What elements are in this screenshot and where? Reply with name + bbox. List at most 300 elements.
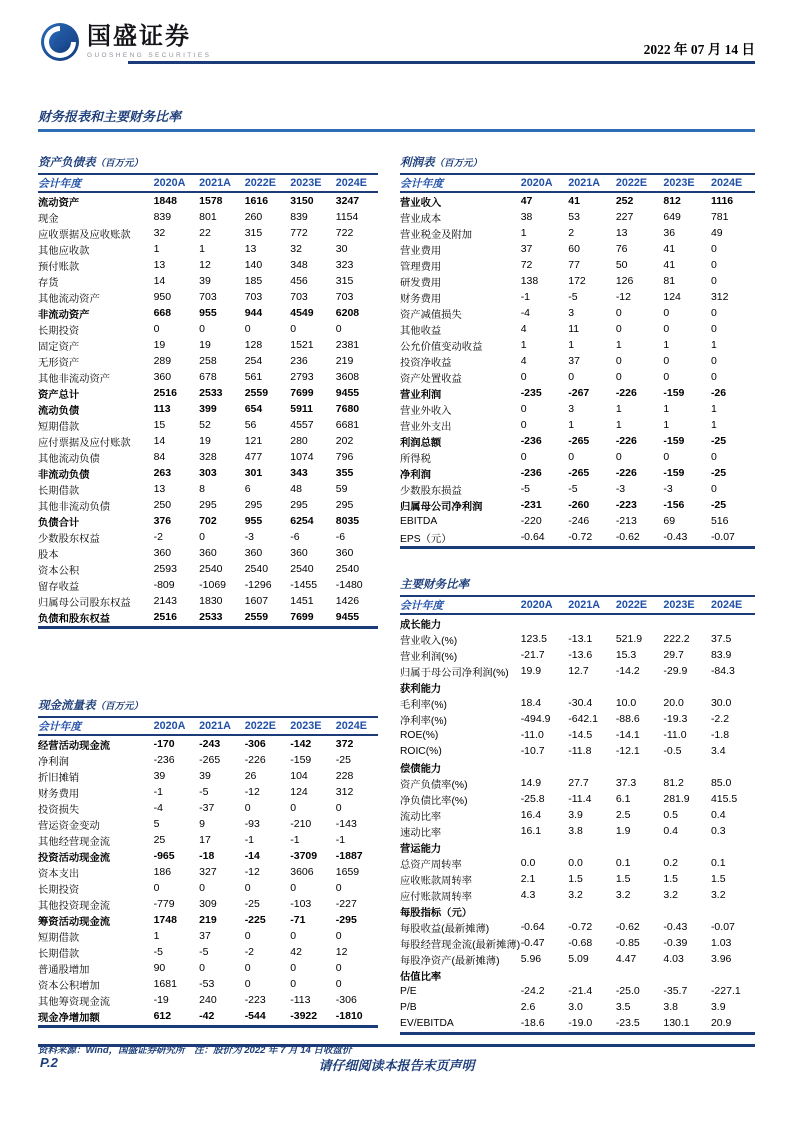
cell-value: 26 (244, 770, 257, 782)
cell-value: -3 (663, 483, 673, 495)
row-label: 存货 (38, 277, 59, 289)
cell-value: 312 (710, 291, 729, 303)
cell-value: -0.85 (615, 937, 640, 949)
cell-value: 81 (663, 275, 676, 287)
cell-value: -2 (244, 946, 255, 958)
cell-value: -19.3 (663, 713, 688, 725)
cell-value: -260 (568, 499, 590, 511)
cell-value: 202 (335, 435, 354, 447)
table-row (400, 743, 755, 759)
cell-value: -14.5 (568, 729, 593, 741)
cell-value: 124 (290, 786, 308, 798)
table-row (38, 369, 378, 385)
table-name: 现金流量表 (38, 700, 96, 712)
cell-value: -170 (153, 738, 175, 750)
cell-value: -25 (710, 467, 727, 479)
cell-value: 41 (568, 195, 580, 207)
cell-value: -18 (199, 850, 215, 862)
row-label: 长期借款 (38, 485, 80, 497)
section-row (400, 615, 755, 631)
section-row (400, 903, 755, 919)
row-label: 长期投资 (38, 325, 80, 337)
cell-value: -5 (153, 946, 163, 958)
cell-value: 0 (520, 403, 527, 415)
cell-value: 6254 (290, 515, 314, 527)
cell-value: -809 (153, 579, 175, 591)
cell-value: 85.0 (710, 777, 732, 789)
cell-value: 1748 (153, 914, 177, 926)
cell-value: 2516 (153, 611, 177, 623)
table-row (38, 353, 378, 369)
cell-value: 0.0 (520, 857, 536, 869)
cell-value: -223 (615, 499, 637, 511)
cell-value: 3 (568, 307, 575, 319)
cell-value: 2793 (290, 371, 314, 383)
table-row (400, 225, 755, 241)
cell-value: -1 (153, 786, 163, 798)
row-label: 总资产周转率 (400, 859, 462, 871)
table-row (400, 321, 755, 337)
cell-value: -265 (199, 754, 221, 766)
table-header-row (400, 597, 755, 615)
cell-value: 6208 (335, 307, 360, 319)
row-label: 其他非流动负债 (38, 501, 111, 513)
row-label: 每股净资产(最新摊薄) (400, 955, 500, 967)
cell-value: 0 (153, 882, 160, 894)
cell-value: 0 (615, 355, 622, 367)
table-row (38, 816, 378, 832)
row-label: 长期借款 (38, 948, 80, 960)
cell-value: 4 (520, 323, 527, 335)
row-label: 资产减值损失 (400, 309, 462, 321)
cell-value: 323 (335, 259, 354, 271)
cell-value: 1074 (290, 451, 314, 463)
table-row (38, 736, 378, 752)
row-label: 负债和股东权益 (38, 613, 111, 625)
table-row (400, 807, 755, 823)
table-row (400, 353, 755, 369)
column-header-label: 会计年度 (400, 177, 444, 190)
row-label: 归属于母公司净利润(%) (400, 667, 509, 679)
cell-value: 128 (244, 339, 263, 351)
cell-value: 703 (244, 291, 263, 303)
cell-value: -642.1 (568, 713, 599, 725)
cell-value: -226 (244, 754, 266, 766)
cell-value: 0 (335, 978, 342, 990)
cell-value: 19.9 (520, 665, 542, 677)
cell-value: 1521 (290, 339, 314, 351)
cell-value: -6 (290, 531, 300, 543)
row-label: 留存收益 (38, 581, 80, 593)
cell-value: 521.9 (615, 633, 643, 645)
cell-value: 4549 (290, 307, 314, 319)
cell-value: -235 (520, 387, 542, 399)
cell-value: 15 (153, 419, 166, 431)
row-label: 营业利润(%) (400, 651, 458, 663)
cell-value: -225 (244, 914, 266, 926)
cell-value: 2540 (290, 563, 314, 575)
cell-value: -12 (244, 786, 260, 798)
year-column-header: 2021A (568, 599, 601, 611)
row-label: 毛利率(%) (400, 699, 447, 711)
cell-value: 2.6 (520, 1001, 536, 1013)
cell-value: 2559 (244, 611, 269, 623)
table-row (38, 273, 378, 289)
table-row (400, 465, 755, 481)
table-row (38, 257, 378, 273)
cell-value: 19 (199, 339, 211, 351)
cell-value: 1607 (244, 595, 269, 607)
table-row (38, 337, 378, 353)
cell-value: 0.3 (710, 825, 726, 837)
cell-value: -113 (290, 994, 311, 1006)
cell-value: 113 (153, 403, 171, 415)
cell-value: 60 (568, 243, 580, 255)
cell-value: 48 (290, 483, 302, 495)
table-title (400, 156, 755, 175)
table-row (400, 999, 755, 1015)
cell-value: -306 (244, 738, 266, 750)
table-row (38, 752, 378, 768)
cell-value: -0.43 (663, 921, 688, 933)
table-row (400, 775, 755, 791)
cell-value: 0 (290, 802, 297, 814)
cell-value: 258 (199, 355, 217, 367)
row-label: 每股指标（元） (400, 907, 473, 919)
cell-value: 19 (199, 435, 211, 447)
cell-value: -5 (568, 483, 578, 495)
cell-value: 0 (290, 962, 297, 974)
table-row (400, 289, 755, 305)
cell-value: 25 (153, 834, 166, 846)
cell-value: 20.9 (710, 1017, 732, 1029)
year-column-header: 2022E (615, 177, 648, 189)
cell-value: 477 (244, 451, 263, 463)
row-label: 资产总计 (38, 389, 80, 401)
cell-value: 312 (335, 786, 354, 798)
cell-value: 1 (568, 339, 575, 351)
cell-value: -1455 (290, 579, 318, 591)
cell-value: 236 (290, 355, 308, 367)
cell-value: -3 (615, 483, 626, 495)
cell-value: -29.9 (663, 665, 688, 677)
cell-value: 2381 (335, 339, 360, 351)
cell-value: 228 (335, 770, 354, 782)
year-column-header: 2024E (710, 177, 743, 189)
cell-value: 18.4 (520, 697, 542, 709)
table-row (38, 321, 378, 337)
cell-value: -1 (520, 291, 531, 303)
table-header-row (400, 175, 755, 193)
table-row (400, 369, 755, 385)
table-row (38, 992, 378, 1008)
column-header-label: 会计年度 (38, 177, 82, 190)
row-label: 短期借款 (38, 421, 80, 433)
table-row (38, 529, 378, 545)
table-row (38, 864, 378, 880)
cell-value: 37 (520, 243, 533, 255)
table-row (400, 711, 755, 727)
cell-value: 3.5 (615, 1001, 631, 1013)
row-label: 归属母公司股东权益 (38, 597, 131, 609)
cell-value: 6.1 (615, 793, 631, 805)
cell-value: -156 (663, 499, 685, 511)
row-label: 营运资金变动 (38, 820, 100, 832)
cell-value: 5911 (290, 403, 314, 415)
report-date: 2022 年 07 月 14 日 (643, 42, 755, 57)
cell-value: 219 (199, 914, 217, 926)
row-label: 每股经营现金流(最新摊薄) (400, 939, 521, 951)
cell-value: -2.2 (710, 713, 730, 725)
cell-value: -213 (615, 515, 637, 527)
cell-value: 0 (710, 243, 717, 255)
row-label: 其他非流动资产 (38, 373, 111, 385)
cell-value: 76 (615, 243, 628, 255)
cell-value: -0.07 (710, 921, 735, 933)
cell-value: 7699 (290, 611, 314, 623)
cell-value: -142 (290, 738, 312, 750)
cell-value: 722 (335, 227, 354, 239)
cell-value: 254 (244, 355, 263, 367)
cell-value: 7680 (335, 403, 360, 415)
table-unit: （百万元） (434, 158, 483, 169)
cell-value: 0 (335, 962, 342, 974)
table-row (38, 289, 378, 305)
cell-value: 0 (199, 323, 205, 335)
cell-value: 83.9 (710, 649, 732, 661)
cell-value: 1426 (335, 595, 360, 607)
cell-value: 0 (710, 483, 717, 495)
cell-value: -226 (615, 467, 637, 479)
cell-value: -6 (335, 531, 346, 543)
table-row (400, 631, 755, 647)
cell-value: 6 (244, 483, 251, 495)
cell-value: 812 (663, 195, 681, 207)
cell-value: 53 (568, 211, 580, 223)
row-label: 资产处置收益 (400, 373, 462, 385)
cell-value: 4 (520, 355, 527, 367)
cell-value: 0 (199, 882, 205, 894)
cell-value: 2143 (153, 595, 177, 607)
year-column-header: 2022E (615, 599, 648, 611)
row-label: 投资净收益 (400, 357, 452, 369)
cell-value: 1 (520, 339, 527, 351)
cell-value: 2559 (244, 387, 269, 399)
cell-value: 3.0 (568, 1001, 583, 1013)
cell-value: 39 (153, 770, 166, 782)
cell-value: 27.7 (568, 777, 589, 789)
year-column-header: 2023E (290, 177, 322, 189)
cell-value: -21.4 (568, 985, 593, 997)
cell-value: 360 (244, 547, 263, 559)
table-row (400, 337, 755, 353)
cell-value: 295 (199, 499, 217, 511)
row-label: 负债合计 (38, 517, 80, 529)
cell-value: 2540 (335, 563, 360, 575)
cell-value: -11.4 (568, 793, 592, 805)
guosheng-logo-icon (40, 22, 80, 62)
cell-value: 612 (153, 1010, 172, 1022)
cell-value: -88.6 (615, 713, 640, 725)
row-label: 少数股东权益 (38, 533, 100, 545)
cell-value: -227.1 (710, 985, 741, 997)
cell-value: 944 (244, 307, 263, 319)
cell-value: 955 (244, 515, 263, 527)
row-label: 利润总额 (400, 437, 442, 449)
cell-value: 59 (335, 483, 348, 495)
cell-value: -13.6 (568, 649, 593, 661)
table-row (400, 401, 755, 417)
cell-value: 3606 (290, 866, 314, 878)
cell-value: 0 (520, 451, 527, 463)
row-label: 偿债能力 (400, 763, 442, 775)
cell-value: -19.0 (568, 1017, 593, 1029)
cell-value: 7699 (290, 387, 314, 399)
cell-value: 5.96 (520, 953, 542, 965)
cell-value: 41 (663, 259, 676, 271)
cell-value: 295 (290, 499, 308, 511)
cell-value: 52 (199, 419, 211, 431)
row-label: 其他应收款 (38, 245, 90, 257)
cell-value: 47 (520, 195, 533, 207)
cell-value: -0.64 (520, 921, 545, 933)
row-label: P/B (400, 1001, 417, 1013)
row-label: 财务费用 (400, 293, 442, 305)
cell-value: 5.09 (568, 953, 589, 965)
table-unit: （百万元） (95, 701, 144, 712)
cell-value: 1 (153, 243, 160, 255)
cell-value: 4557 (290, 419, 314, 431)
cell-value: 0 (663, 371, 670, 383)
cell-value: -11.8 (568, 745, 592, 757)
cell-value: -11.0 (663, 729, 687, 741)
cell-value: 3.9 (710, 1001, 726, 1013)
cell-value: 138 (520, 275, 539, 287)
cell-value: 1.5 (663, 873, 678, 885)
cell-value: 81.2 (663, 777, 684, 789)
cell-value: 90 (153, 962, 166, 974)
cell-value: -544 (244, 1010, 266, 1022)
cell-value: 950 (153, 291, 172, 303)
section-row (400, 967, 755, 983)
table-header-row (38, 718, 378, 736)
year-column-header: 2020A (520, 177, 553, 189)
table-row (400, 935, 755, 951)
cell-value: 15.3 (615, 649, 637, 661)
cell-value: 124 (663, 291, 681, 303)
cell-value: 13 (244, 243, 257, 255)
row-label: 应收账款周转率 (400, 875, 473, 887)
cell-value: -1296 (244, 579, 272, 591)
row-label: EPS（元） (400, 533, 452, 545)
cell-value: 32 (290, 243, 302, 255)
cell-value: 289 (153, 355, 172, 367)
cell-value: 801 (199, 211, 217, 223)
cell-value: 772 (290, 227, 308, 239)
row-label: 其他筹资现金流 (38, 996, 111, 1008)
table-name: 利润表 (400, 157, 435, 169)
cell-value: -21.7 (520, 649, 545, 661)
table-row (400, 887, 755, 903)
row-label: 成长能力 (400, 619, 442, 631)
table-row (400, 983, 755, 999)
cell-value: -265 (568, 435, 590, 447)
cell-value: -231 (520, 499, 542, 511)
cell-value: -5 (199, 946, 209, 958)
row-label: 营运能力 (400, 843, 442, 855)
cell-value: -267 (568, 387, 590, 399)
cell-value: 49 (710, 227, 723, 239)
row-label: ROE(%) (400, 729, 439, 741)
cell-value: 17 (199, 834, 211, 846)
cell-value: 0 (199, 531, 205, 543)
cell-value: 37 (568, 355, 580, 367)
cell-value: 796 (335, 451, 354, 463)
cell-value: 1 (710, 403, 717, 415)
cell-value: 372 (335, 738, 354, 750)
cell-value: 0 (244, 930, 251, 942)
cell-value: 0 (244, 802, 251, 814)
balance-sheet-table (38, 156, 378, 629)
row-label: 普通股增加 (38, 964, 90, 976)
table-row (400, 193, 755, 209)
cell-value: 1 (615, 403, 622, 415)
cell-value: 172 (568, 275, 586, 287)
cell-value: -14.2 (615, 665, 640, 677)
cell-value: 0 (520, 371, 527, 383)
cell-value: 260 (244, 211, 263, 223)
cell-value: 1.03 (710, 937, 732, 949)
table-row (400, 257, 755, 273)
row-label: 现金净增加额 (38, 1012, 100, 1024)
table-row (400, 791, 755, 807)
cell-value: -159 (663, 467, 685, 479)
row-label: 营业成本 (400, 213, 442, 225)
row-label: 营业税金及附加 (400, 229, 473, 241)
cell-value: -0.62 (615, 531, 640, 543)
cell-value: -0.72 (568, 921, 593, 933)
cell-value: 3.8 (663, 1001, 678, 1013)
row-label: 净利率(%) (400, 715, 447, 727)
cell-value: 0 (244, 882, 251, 894)
year-column-header: 2022E (244, 720, 276, 732)
cell-value: 22 (199, 227, 211, 239)
cell-value: 8035 (335, 515, 360, 527)
cell-value: 1.9 (615, 825, 631, 837)
table-row (38, 1008, 378, 1024)
row-label: 经营活动现金流 (38, 740, 111, 752)
cell-value: -236 (520, 435, 542, 447)
cell-value: 0 (335, 323, 342, 335)
cell-value: 0 (290, 978, 297, 990)
row-label: 净利润 (38, 756, 69, 768)
row-label: 净利润 (400, 469, 431, 481)
cell-value: -93 (244, 818, 260, 830)
cell-value: 77 (568, 259, 580, 271)
cell-value: 219 (335, 355, 354, 367)
cell-value: -12 (615, 291, 631, 303)
cell-value: 328 (199, 451, 217, 463)
cell-value: 0.5 (663, 809, 678, 821)
cell-value: 263 (153, 467, 172, 479)
table-row (400, 871, 755, 887)
cell-value: 1 (663, 339, 670, 351)
cell-value: -779 (153, 898, 175, 910)
table-row (38, 784, 378, 800)
cell-value: 36 (663, 227, 676, 239)
cell-value: 0 (663, 451, 670, 463)
cell-value: 56 (244, 419, 257, 431)
